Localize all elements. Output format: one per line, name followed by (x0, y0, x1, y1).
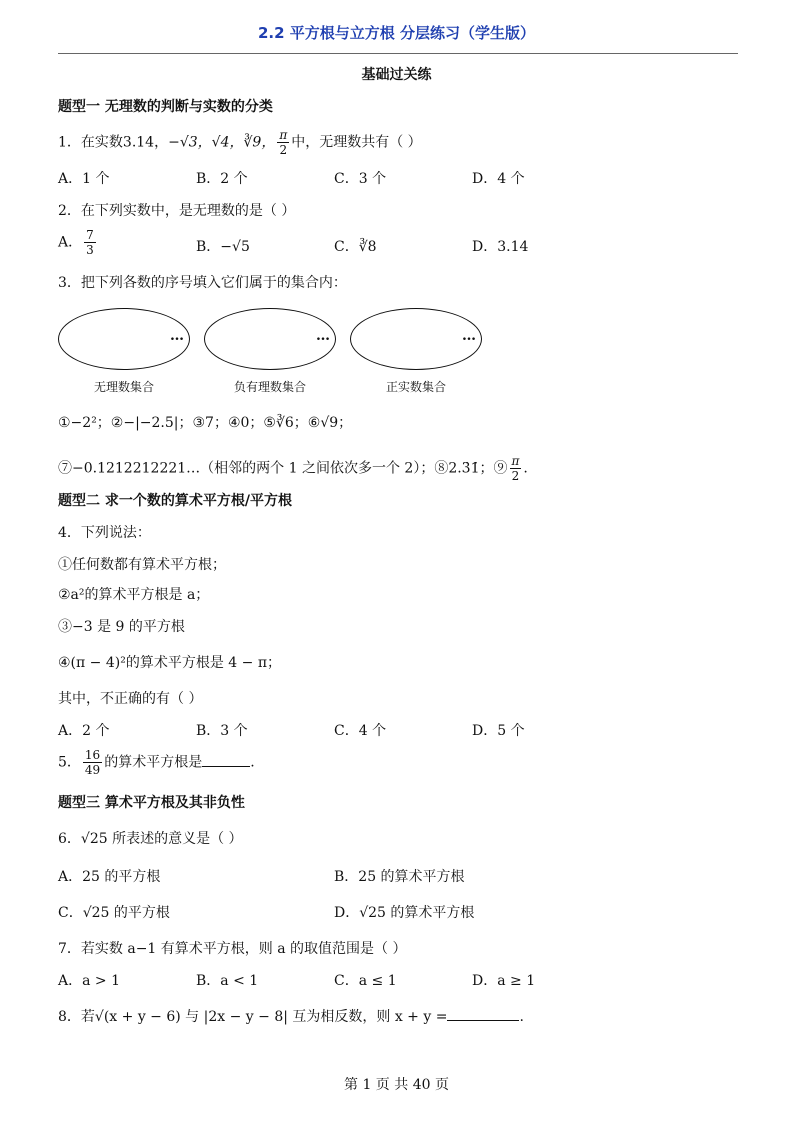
question-4-ask: 其中，不正确的有（ ） (58, 691, 203, 707)
negative-rational-set-dots: … (316, 328, 330, 344)
question-3-number-list-2 (58, 454, 528, 483)
question-1 (58, 128, 422, 157)
fraction-denominator: 2 (511, 469, 520, 483)
document-header-title: 2.2 平方根与立方根 分层练习（学生版） (257, 24, 536, 42)
irrational-set-caption: 无理数集合 (93, 380, 154, 394)
sixteen-over-fortynine (83, 748, 102, 777)
question-2-option-b: B．−√5 (196, 239, 250, 255)
header-divider (58, 53, 738, 54)
fraction-denominator: 3 (86, 243, 94, 257)
question-7-option-d: D．a ≥ 1 (472, 973, 536, 989)
irrational-set-dots: … (170, 328, 184, 344)
option-label: A． (58, 234, 83, 251)
pi-over-2-fraction (510, 454, 522, 483)
period: . (519, 1009, 524, 1025)
answer-blank[interactable] (202, 766, 250, 767)
period: . (250, 754, 255, 771)
question-1-suffix: 中，无理数共有（ ） (291, 134, 422, 151)
question-4-option-c: C．4 个 (334, 723, 387, 739)
question-7-option-a: A．a > 1 (58, 973, 120, 989)
question-3: 3．把下列各数的序号填入它们属于的集合内： (58, 275, 347, 291)
question-1-neg-sqrt3: −√3， (168, 134, 212, 151)
question-2-option-d: D．3.14 (472, 239, 529, 255)
question-8-text: 8．若√(x + y − 6) 与 |2x − y − 8| 互为相反数，则 x + y = (58, 1009, 448, 1025)
question-4-option-a: A．2 个 (58, 723, 110, 739)
question-type-1-title: 题型一 无理数的判断与实数的分类 (58, 99, 273, 115)
period: . (523, 460, 528, 477)
question-7-option-c: C．a ≤ 1 (334, 973, 397, 989)
seven-thirds-fraction (84, 228, 96, 257)
question-4-option-b: B．3 个 (196, 723, 248, 739)
question-6-option-b: B．25 的算术平方根 (334, 869, 465, 885)
page-footer: 第 1 页 共 40 页 (344, 1077, 449, 1093)
question-6-option-a: A．25 的平方根 (58, 869, 161, 885)
fraction-denominator: 2 (279, 143, 288, 157)
answer-blank[interactable] (447, 1020, 519, 1021)
question-4-statement-1: ①任何数都有算术平方根； (58, 557, 226, 573)
question-4: 4．下列说法： (58, 525, 151, 541)
fraction-numerator: π (511, 454, 520, 468)
question-4-statement-2: ②a²的算术平方根是 a； (58, 587, 210, 603)
question-5-text: 的算术平方根是 (104, 754, 203, 771)
fraction-numerator: 7 (86, 228, 94, 242)
question-3-number-list-1: ①−2²；②−|−2.5|；③7；④0；⑤∛6；⑥√9； (58, 415, 353, 431)
question-6-option-c: C．√25 的平方根 (58, 905, 170, 921)
question-4-statement-4: ④(π − 4)²的算术平方根是 4 − π； (58, 655, 282, 671)
question-4-option-d: D．5 个 (472, 723, 525, 739)
section-title: 基础过关练 (361, 67, 432, 83)
question-1-option-a: A．1 个 (58, 171, 110, 187)
number-list-text: ⑦−0.1212212221…（相邻的两个 1 之间依次多一个 2）；⑧2.3̇1̇；⑨ (58, 460, 508, 477)
question-7-option-b: B．a < 1 (196, 973, 259, 989)
question-1-option-d: D．4 个 (472, 171, 525, 187)
question-5-number: 5． (58, 754, 81, 771)
fraction-numerator: π (279, 128, 288, 142)
question-1-sqrt4: √4， (211, 134, 244, 151)
question-1-pi-over-2 (277, 128, 289, 157)
question-6: 6．√25 所表述的意义是（ ） (58, 831, 243, 847)
question-2: 2．在下列实数中，是无理数的是（ ） (58, 203, 296, 219)
question-6-option-d: D．√25 的算术平方根 (334, 905, 475, 921)
question-1-option-b: B．2 个 (196, 171, 248, 187)
question-1-prefix: 1．在实数3.14， (58, 134, 169, 151)
positive-real-set-caption: 正实数集合 (385, 380, 446, 394)
fraction-denominator: 49 (84, 763, 101, 777)
question-5 (58, 748, 255, 777)
question-7: 7．若实数 a−1 有算术平方根，则 a 的取值范围是（ ） (58, 941, 407, 957)
question-1-cbrt9: ∛9， (243, 134, 276, 151)
negative-rational-set-caption: 负有理数集合 (233, 380, 306, 394)
question-8 (58, 1006, 524, 1026)
question-1-option-c: C．3 个 (334, 171, 387, 187)
question-type-2-title: 题型二 求一个数的算术平方根/平方根 (58, 493, 292, 509)
question-2-option-c: C．∛8 (334, 239, 377, 255)
question-type-3-title: 题型三 算术平方根及其非负性 (58, 795, 245, 811)
question-2-option-a (58, 228, 98, 257)
positive-real-set-dots: … (462, 328, 476, 344)
question-4-statement-3: ③−3 是 9 的平方根 (58, 619, 185, 635)
fraction-numerator: 16 (84, 748, 101, 762)
